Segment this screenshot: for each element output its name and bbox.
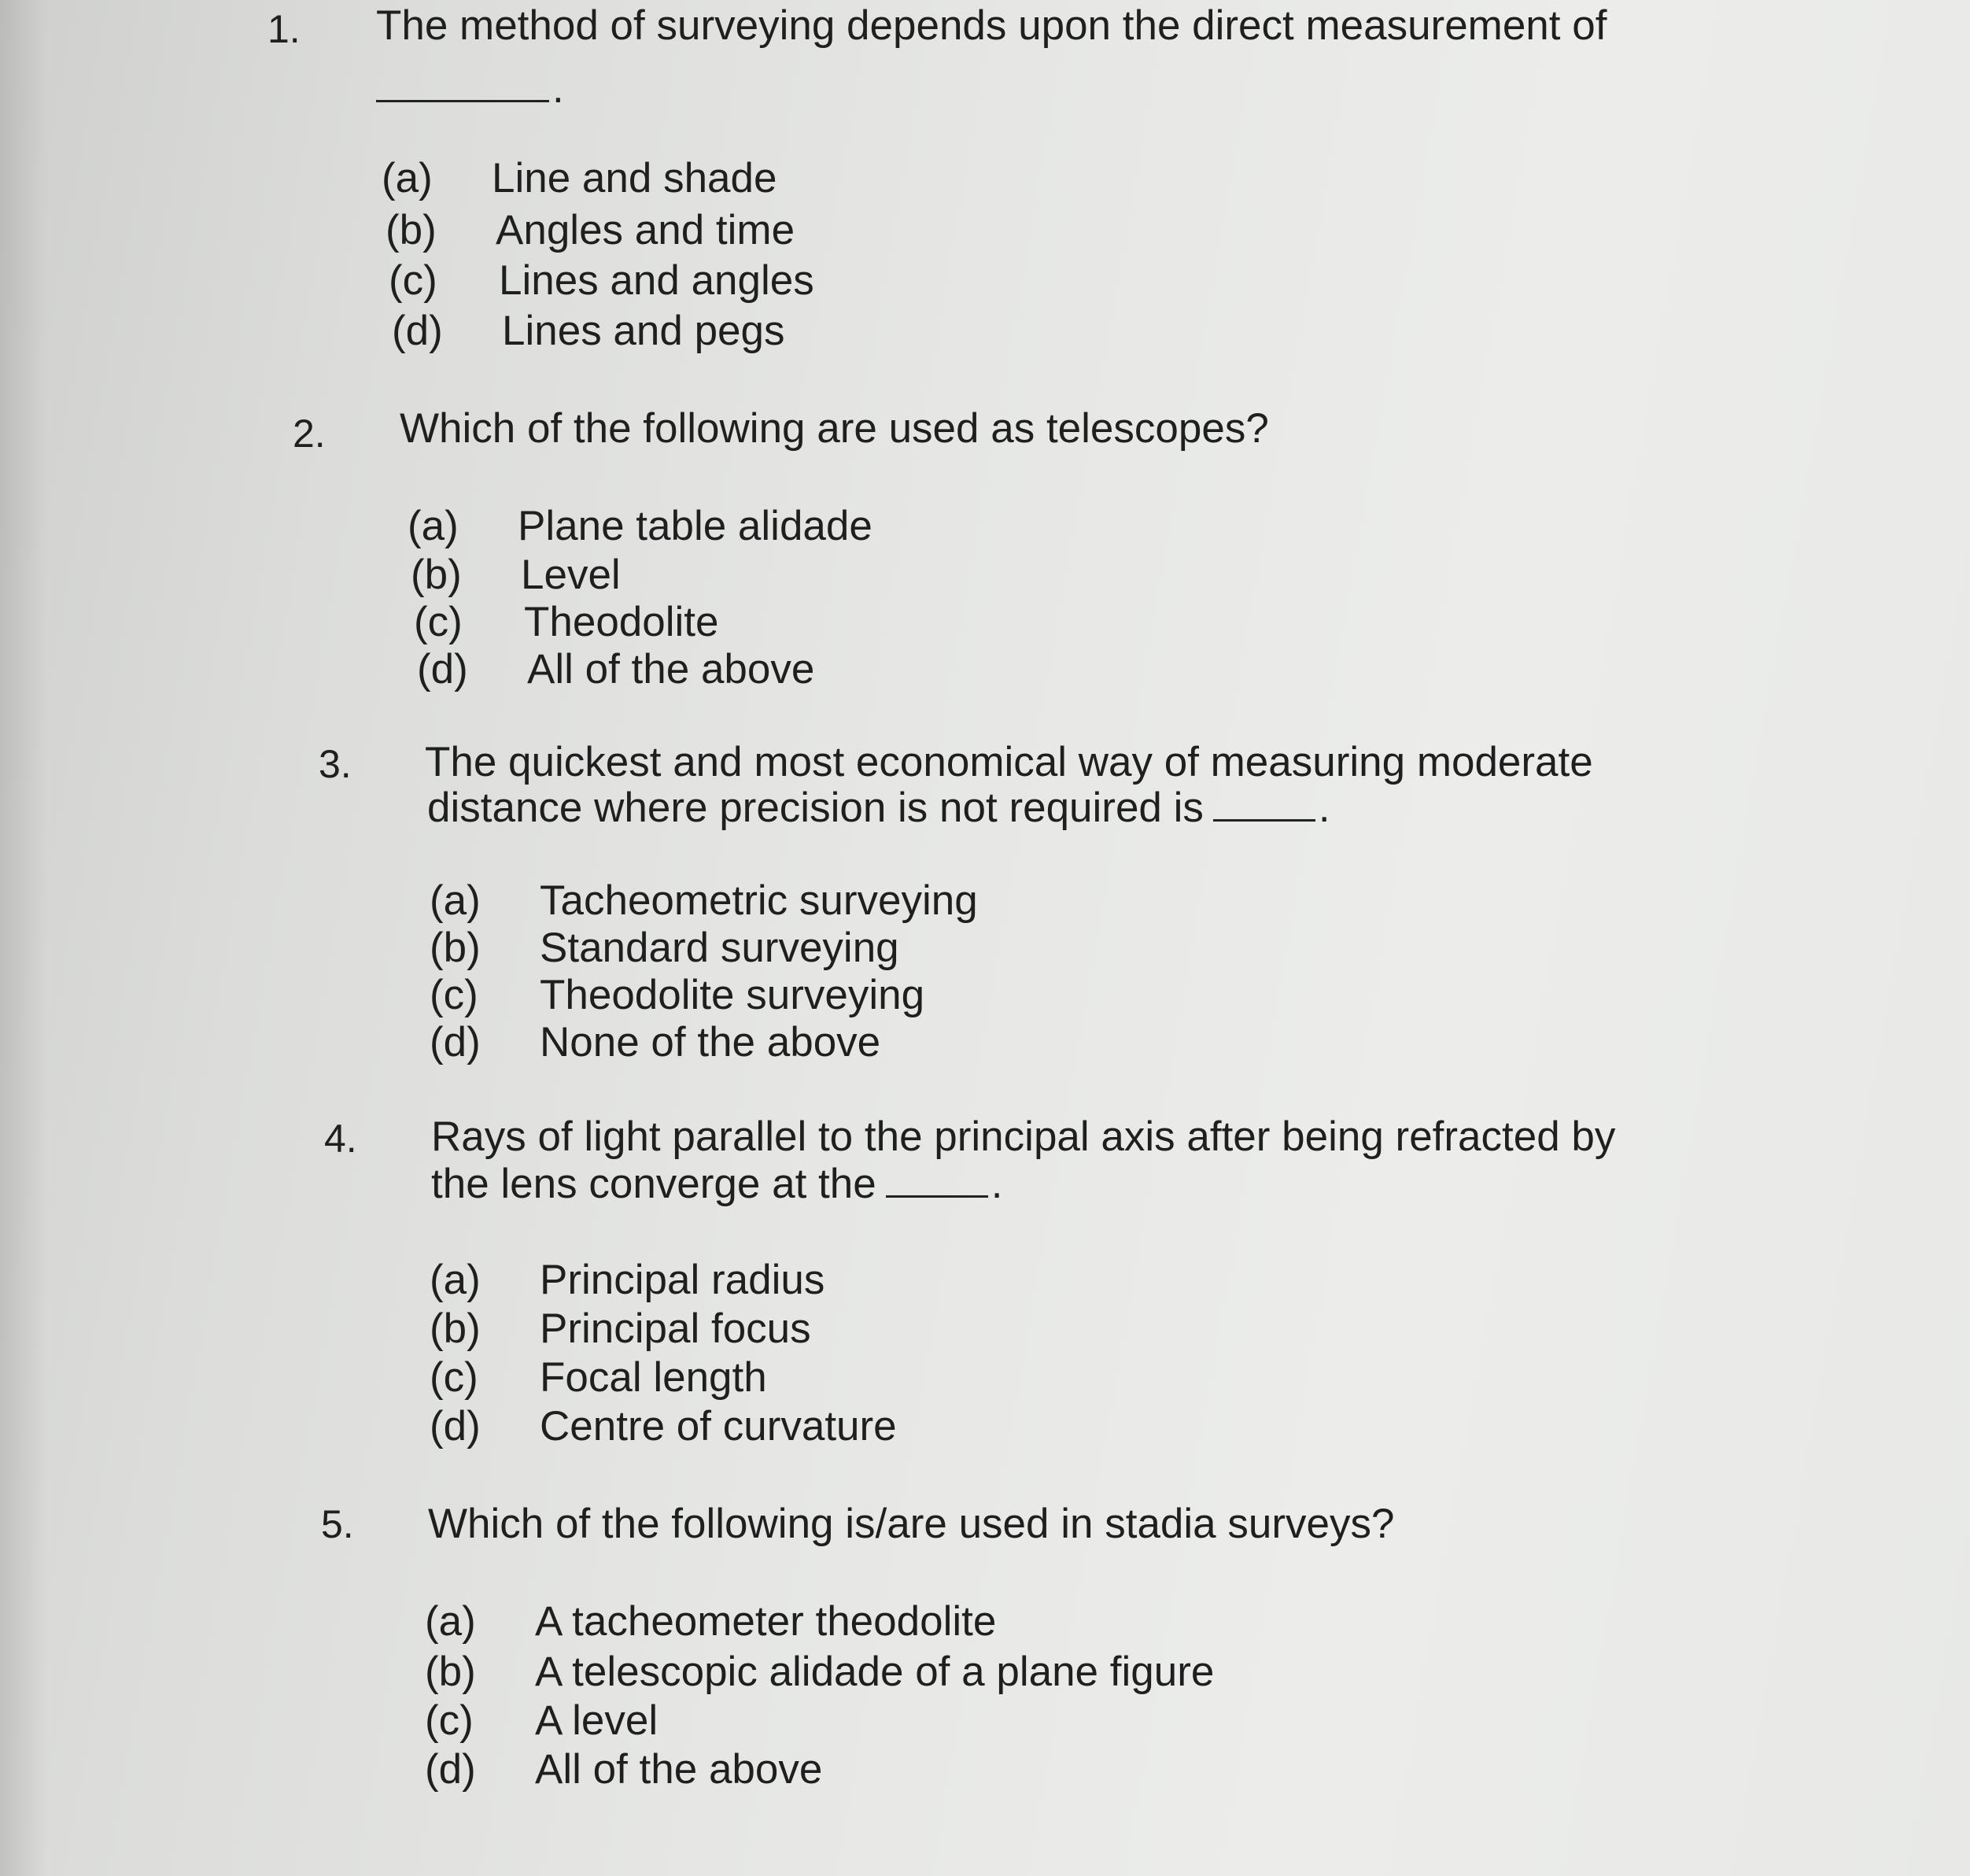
option-text: Level [521, 552, 621, 598]
option-label: (a) [430, 1257, 481, 1303]
option-c [425, 1697, 658, 1745]
page-shadow [0, 0, 47, 1876]
option-text: Centre of curvature [540, 1403, 897, 1449]
question-text: Which of the following is/are used in stadia surveys? [428, 1501, 1395, 1547]
option-label: (a) [382, 155, 433, 201]
option-text: A tacheometer theodolite [535, 1598, 997, 1645]
answer-blank [376, 100, 549, 102]
option-text: A telescopic alidade of a plane figure [535, 1649, 1215, 1695]
blank-suffix: . [1318, 785, 1330, 831]
option-text: Angles and time [496, 207, 795, 253]
answer-blank [1213, 819, 1315, 822]
option-b [425, 1648, 1214, 1696]
option-d [425, 1745, 822, 1793]
option-label: (d) [430, 1019, 481, 1065]
option-text: Standard surveying [540, 925, 899, 971]
answer-blank [886, 1195, 988, 1198]
option-c [430, 1353, 767, 1401]
option-b [430, 924, 899, 972]
option-text: Focal length [540, 1354, 767, 1401]
question-text-line-1: Rays of light parallel to the principal axis after being refracted by [431, 1113, 1616, 1160]
option-b [386, 206, 795, 254]
option-text: Theodolite [524, 599, 719, 645]
option-a [430, 877, 978, 925]
option-label: (a) [430, 877, 481, 924]
option-text: All of the above [535, 1746, 823, 1793]
question-text-line-1: The quickest and most economical way of measuring moderate [425, 739, 1593, 785]
option-text: Theodolite surveying [540, 972, 925, 1018]
option-label: (d) [417, 646, 468, 692]
option-label: (a) [425, 1598, 476, 1645]
option-label: (c) [430, 1354, 478, 1401]
option-d [392, 307, 785, 355]
option-b [411, 551, 621, 599]
option-text: None of the above [540, 1019, 881, 1065]
option-text: Lines and pegs [502, 308, 785, 354]
option-text: Plane table alidade [518, 503, 872, 549]
option-c [389, 257, 814, 305]
question-text-line-2-text: distance where precision is not required is [427, 785, 1204, 831]
question-text-line-2 [431, 1160, 1002, 1209]
option-c [430, 971, 924, 1019]
option-text: All of the above [527, 646, 815, 692]
option-label: (b) [425, 1649, 476, 1695]
option-text: Principal radius [540, 1257, 825, 1303]
option-text: Principal focus [540, 1305, 811, 1352]
question-text: The method of surveying depends upon the direct measurement of [376, 2, 1607, 49]
option-d [417, 645, 814, 693]
option-text: Tacheometric surveying [540, 877, 978, 924]
option-text: Lines and angles [499, 257, 814, 304]
option-label: (b) [411, 552, 462, 598]
question-number: 1. [267, 7, 301, 51]
option-text: A level [535, 1697, 659, 1744]
option-label: (b) [430, 925, 481, 971]
blank-suffix: . [552, 65, 564, 112]
option-a [430, 1256, 825, 1304]
option-a [382, 154, 777, 202]
question-number: 5. [321, 1502, 354, 1546]
question-number: 4. [324, 1117, 357, 1161]
question-blank-line [376, 65, 564, 113]
option-label: (b) [430, 1305, 481, 1352]
blank-suffix: . [991, 1161, 1003, 1207]
option-label: (c) [389, 257, 437, 304]
option-label: (d) [392, 308, 443, 354]
question-text: Which of the following are used as telescopes? [400, 405, 1269, 452]
option-c [414, 598, 719, 646]
option-label: (c) [430, 972, 478, 1018]
question-text-line-2-text: the lens converge at the [431, 1161, 876, 1207]
option-d [430, 1018, 880, 1066]
option-label: (d) [430, 1403, 481, 1449]
option-a [425, 1597, 996, 1645]
option-text: Line and shade [492, 155, 777, 201]
option-label: (c) [425, 1697, 474, 1744]
option-d [430, 1402, 897, 1450]
option-a [408, 502, 872, 550]
option-label: (a) [408, 503, 459, 549]
option-label: (c) [414, 599, 463, 645]
question-number: 3. [319, 742, 352, 786]
question-text-line-2 [427, 784, 1330, 833]
option-b [430, 1305, 811, 1353]
question-number: 2. [293, 412, 326, 456]
option-label: (b) [386, 207, 437, 253]
option-label: (d) [425, 1746, 476, 1793]
